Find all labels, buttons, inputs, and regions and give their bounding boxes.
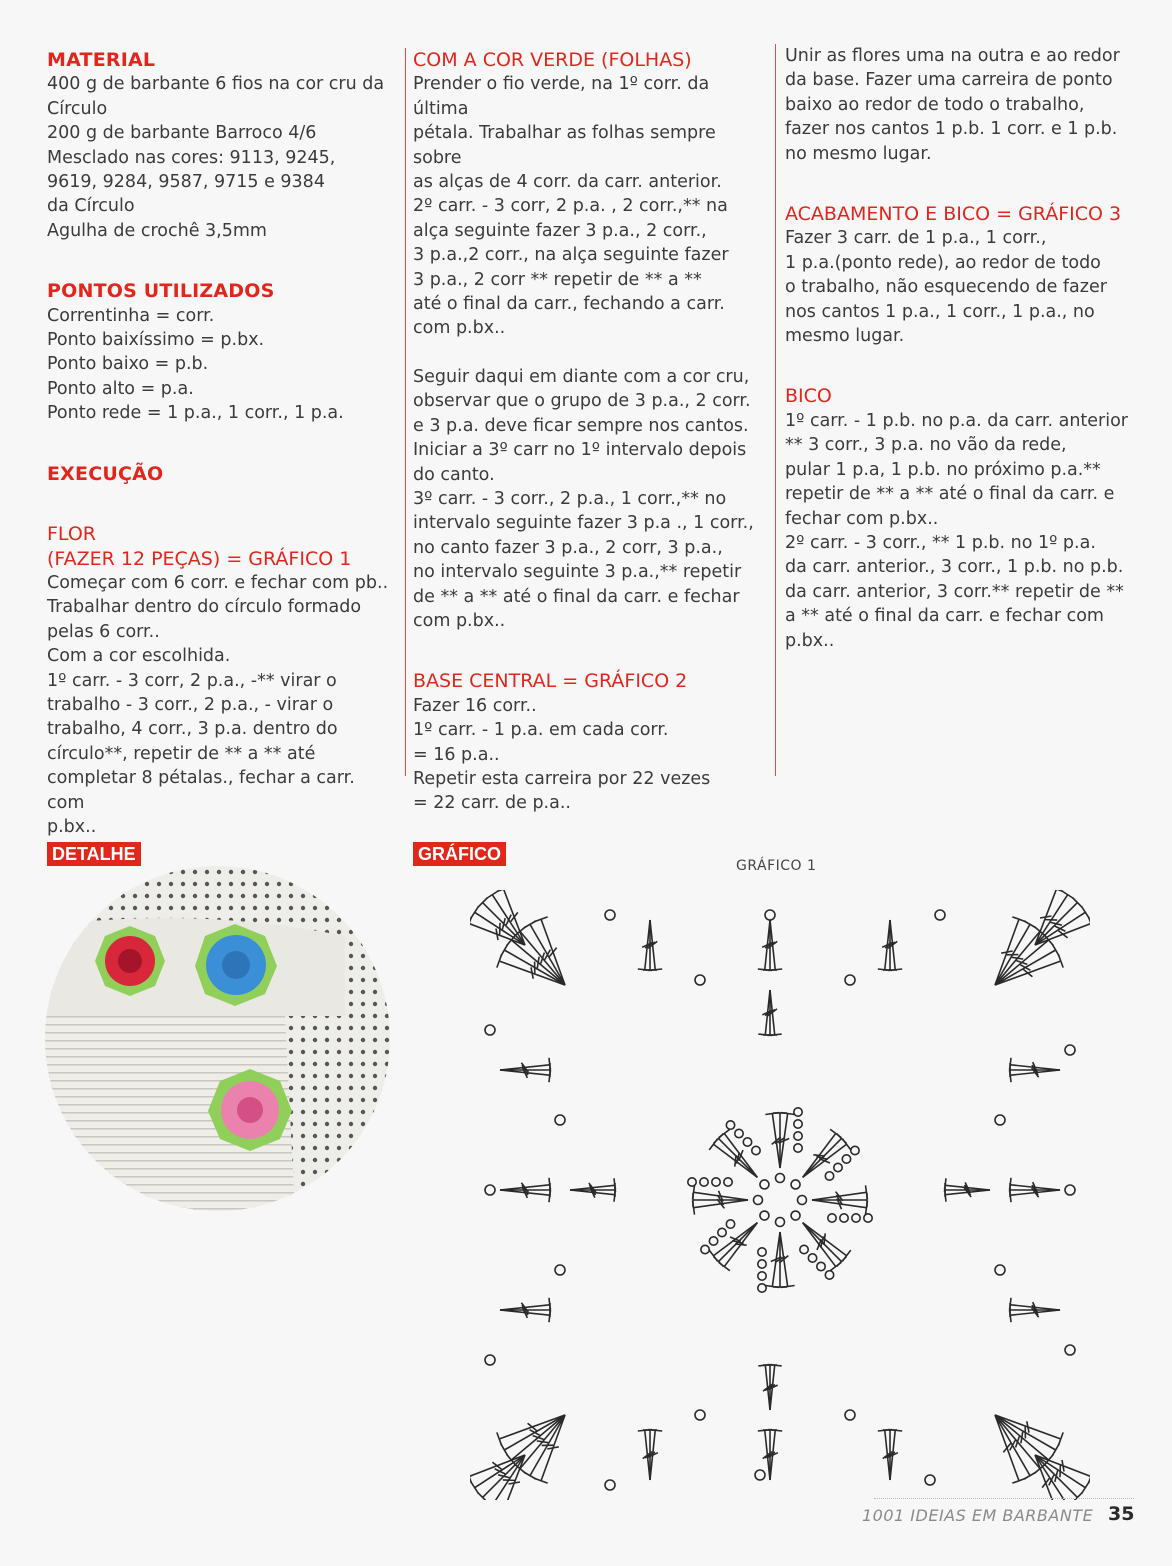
seguir-text: Seguir daqui em diante com a cor cru, observar que o grupo de 3 p.a., 2 corr. e 3 p.a. deve ficar sempre nos cantos. Iniciar a 3º carr no 1º intervalo depois do canto. 3º carr. - 3 corr., 2 p.a., 1 corr.,** no intervalo seguinte fazer 3 p.a ., 1 corr., no canto fazer 3 p.a., 2 corr, 3 p.a., no intervalo seguinte 3 p.a.,** repetir de ** a ** até o final da carr. e fechar com p.bx.. bbox=[413, 366, 754, 631]
grafico-label: GRÁFICO bbox=[413, 842, 506, 866]
base-text: Fazer 16 corr.. 1º carr. - 1 p.a. em cada corr. = 16 p.a.. Repetir esta carreira por 22 vezes = 22 carr. de p.a.. bbox=[413, 695, 711, 814]
pontos-heading: PONTOS UTILIZADOS bbox=[47, 280, 275, 303]
unir-text: Unir as flores uma na outra e ao redor da base. Fazer uma carreira de ponto baixo ao redor de todo o trabalho, fazer nos cantos 1 p.b. 1 corr. e 1 p.b. no mesmo lugar. bbox=[785, 46, 1120, 164]
column-3 bbox=[785, 44, 1135, 653]
base-heading: BASE CENTRAL = GRÁFICO 2 bbox=[413, 670, 688, 693]
footer-magazine-title: 1001 IDEIAS EM BARBANTE bbox=[862, 1506, 1094, 1525]
detail-photo bbox=[45, 866, 390, 1211]
flower-blue bbox=[195, 924, 277, 1006]
crochet-detail-illustration bbox=[45, 866, 390, 1211]
column-divider-1 bbox=[405, 48, 406, 776]
column-1 bbox=[47, 48, 392, 839]
bico-heading: BICO bbox=[785, 385, 832, 408]
material-heading: MATERIAL bbox=[47, 49, 156, 71]
execucao-heading: EXECUÇÃO bbox=[47, 462, 164, 485]
footer-rule bbox=[874, 1498, 1134, 1499]
column-2 bbox=[413, 48, 763, 816]
grafico-1-title: GRÁFICO 1 bbox=[736, 858, 817, 874]
acabamento-text: Fazer 3 carr. de 1 p.a., 1 corr., 1 p.a.(ponto rede), ao redor de todo o trabalho, não esquecendo de fazer nos cantos 1 p.a., 1 corr., 1 p.a., no mesmo lugar. bbox=[785, 228, 1107, 347]
page-number: 35 bbox=[1108, 1503, 1135, 1525]
flower-red bbox=[95, 926, 165, 996]
column-divider-2 bbox=[775, 44, 776, 776]
detalhe-label: DETALHE bbox=[47, 842, 141, 866]
verde-text: Prender o fio verde, na 1º corr. da última pétala. Trabalhar as folhas sempre sobre as alças de 4 corr. da carr. anterior. 2º carr. - 3 corr, 2 p.a. , 2 corr.,** na alça seguinte fazer 3 p.a., 2 corr., 3 p.a.,2 corr., na alça seguinte fazer 3 p.a., 2 corr ** repetir de ** a ** até o final da carr., fechando a carr. com p.bx.. bbox=[413, 74, 729, 339]
pontos-text: Correntinha = corr. Ponto baixíssimo = p.bx. Ponto baixo = p.b. Ponto alto = p.a. Ponto rede = 1 p.a., 1 corr., 1 p.a. bbox=[47, 305, 344, 424]
crochet-diagram bbox=[470, 890, 1090, 1500]
flower-pink bbox=[208, 1069, 292, 1151]
crochet-chart-svg bbox=[470, 890, 1090, 1500]
acabamento-heading: ACABAMENTO E BICO = GRÁFICO 3 bbox=[785, 203, 1122, 226]
flor-text: Começar com 6 corr. e fechar com pb.. Trabalhar dentro do círculo formado pelas 6 corr.. Com a cor escolhida. 1º carr. - 3 corr, 2 p.a., -** virar o trabalho - 3 corr., 2 p.a., - virar o trabalho, 4 corr., 3 p.a. dentro do círculo**, repetir de ** a ** até completar 8 pétalas., fechar a carr. com p.bx.. bbox=[47, 572, 389, 837]
bico-text: 1º carr. - 1 p.b. no p.a. da carr. anterior ** 3 corr., 3 p.a. no vão da rede, pular 1 p.a, 1 p.b. no próximo p.a.** repetir de ** a ** até o final da carr. e fechar com p.bx.. 2º carr. - 3 corr., ** 1 p.b. no 1º p.a. da carr. anterior., 3 corr., 1 p.b. no p.b. da carr. anterior, 3 corr.** repetir de ** a ** até o final da carr. e fechar com p.bx.. bbox=[785, 410, 1128, 651]
verde-heading: COM A COR VERDE (FOLHAS) bbox=[413, 49, 692, 71]
flor-heading: FLOR (FAZER 12 PEÇAS) = GRÁFICO 1 bbox=[47, 523, 352, 570]
material-text: 400 g de barbante 6 fios na cor cru da Círculo 200 g de barbante Barroco 4/6 Mesclado nas cores: 9113, 9245, 9619, 9284, 9587, 9715 e 9384 da Círculo Agulha de crochê 3,5mm bbox=[47, 74, 385, 241]
